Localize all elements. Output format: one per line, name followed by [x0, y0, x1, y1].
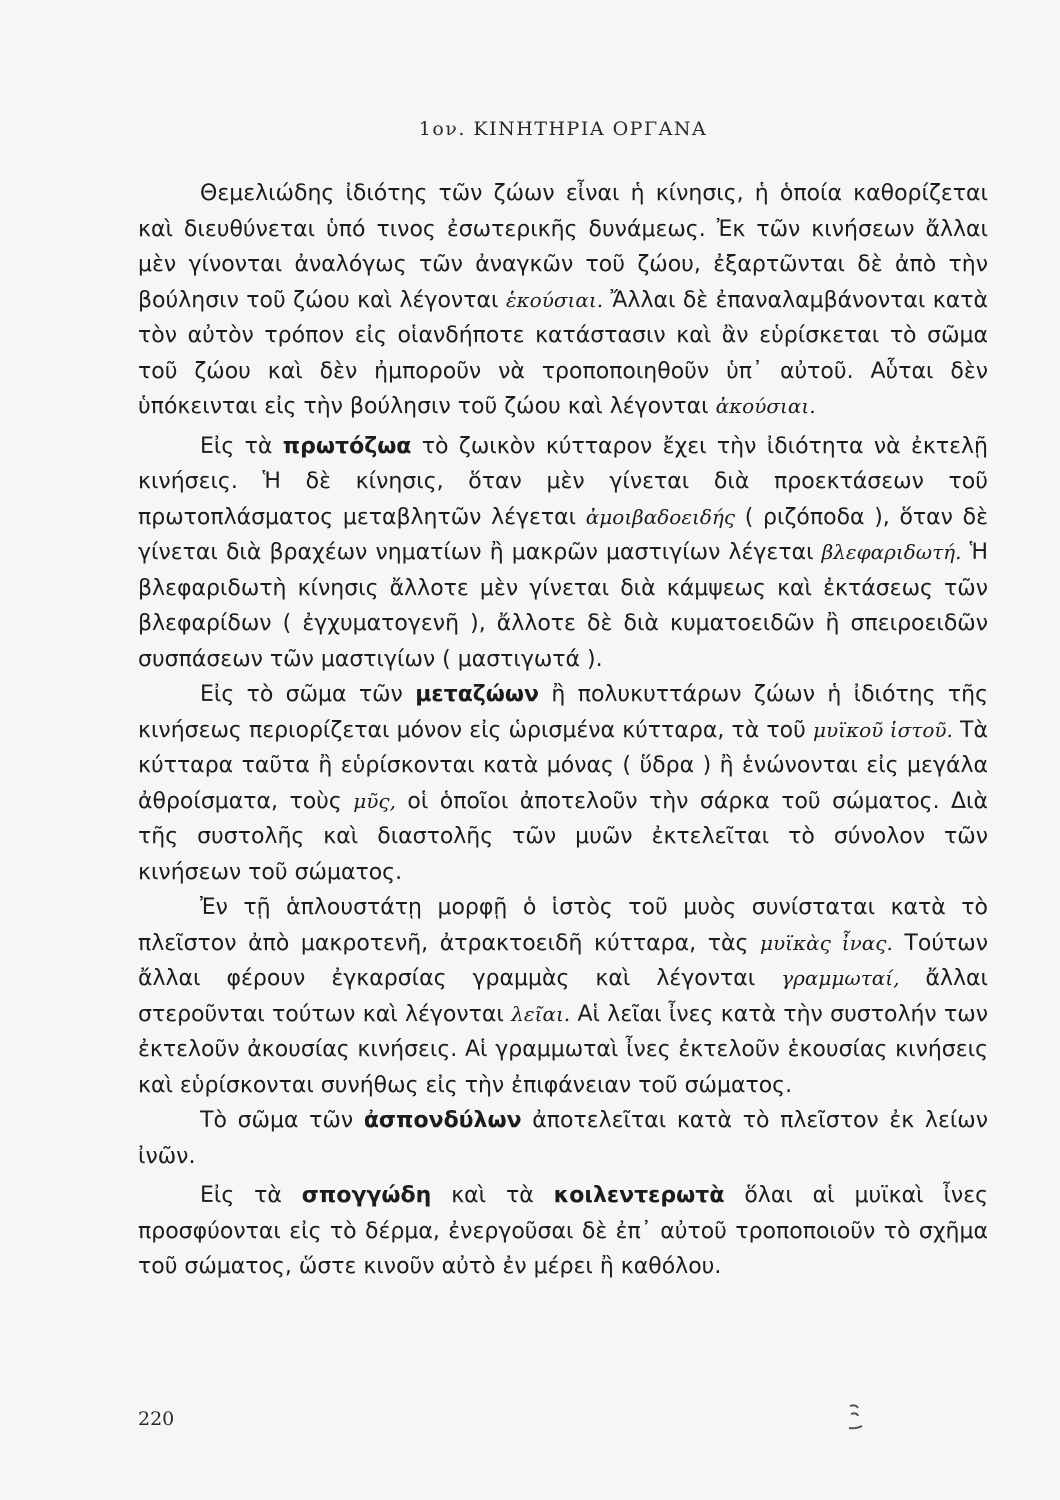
text-run: Αἱ λεῖαι ἶνες κατὰ τὴν συστολήν των ἐκτελοῦν ἀκουσίας κινήσεις. Αἱ γραμμωταὶ ἶνες ἐκτελοῦν ἑκουσίας κινήσεις καὶ εὑρίσκονται συνήθως εἰς τὴν ἐπιφάνειαν τοῦ σώματος.: [138, 1001, 988, 1098]
bold-term: κοιλεντερωτὰ: [553, 1183, 725, 1208]
paragraph: [138, 176, 988, 425]
bold-term: ἀσπονδύλων: [363, 1108, 522, 1133]
italic-term: ἑκούσιαι.: [505, 287, 604, 312]
text-run: ἢ πολυκυττάρων ζώων ἡ ἰδιότης τῆς κινήσεως περιορίζεται μόνον εἰς ὡρισμένα κύτταρα, τὰ τοῦ: [138, 682, 988, 743]
text-run: Τὰ κύτταρα ταῦτα ἢ εὑρίσκονται κατὰ μόνας ( ὕδρα ) ἢ ἑνώνονται εἰς μεγάλα ἀθροίσματα, τοὺς: [138, 717, 988, 814]
italic-term: λεῖαι.: [511, 1001, 571, 1026]
text-run: Ἡ βλεφαριδωτὴ κίνησις ἄλλοτε μὲν γίνεται διὰ κάμψεως καὶ ἐκτάσεως τῶν βλεφαρίδων ( ἐγχυματογενῆ ), ἄλλοτε δὲ διὰ κυματοειδῶν ἢ σπειροειδῶν συσπάσεων τῶν μαστιγίων ( μαστιγωτά ).: [138, 540, 989, 672]
text-run: Θεμελιώδης ἰδιότης τῶν ζώων εἶναι ἡ κίνησις, ἡ ὁποία καθορίζεται καὶ διευθύνεται ὑπό τινος ἐσωτερικῆς δυνάμεως. Ἐκ τῶν κινήσεων ἄλλαι μὲν γίνονται ἀναλόγως τῶν ἀναγκῶν τοῦ ζώου, ἐξαρτῶνται δὲ ἀπὸ τὴν βούλησιν τοῦ ζώου καὶ λέγονται: [138, 181, 988, 313]
italic-term: ἀκούσιαι.: [715, 394, 816, 418]
text-run: Τὸ σῶμα τῶν: [200, 1108, 364, 1133]
text-run: Εἰς τὰ: [200, 433, 283, 459]
text-run: ἄλλαι στεροῦνται τούτων καὶ λέγονται: [138, 966, 988, 1027]
bold-term: μεταζώων: [415, 682, 540, 707]
text-run: ὅλαι αἱ μυϊκαὶ ἶνες προσφύονται εἰς τὸ δέρμα, ἐνεργοῦσαι δὲ ἐπ᾽ αὐτοῦ τροποποιοῦν τὸ σχῆμα τοῦ σώματος, ὥστε κινοῦν αὐτὸ ἐν μέρει ἢ καθόλου.: [138, 1183, 989, 1279]
bold-term: σπογγώδη: [301, 1183, 432, 1208]
text-run: ἀποτελεῖται κατὰ τὸ πλεῖστον ἐκ λείων ἰνῶν.: [138, 1108, 989, 1169]
text-run: Εἰς τὰ: [200, 1183, 302, 1208]
text-run: καὶ τὰ: [431, 1183, 554, 1208]
text-run: τὸ ζωικὸν κύτταρον ἔχει τὴν ἰδιότητα νὰ ἐκτελῇ κινήσεις. Ἡ δὲ κίνησις, ὅταν μὲν γίνεται διὰ προεκτάσεων τοῦ πρωτοπλάσματος μεταβλητῶν λέγεται: [138, 433, 988, 530]
ink-mark-icon: [846, 1402, 864, 1432]
paragraph: [138, 429, 988, 678]
italic-term: μυϊκὰς ἶνας.: [759, 930, 893, 955]
italic-term: μῦς,: [353, 788, 396, 813]
text-run: Ἄλλαι δὲ ἐπαναλαμβάνονται κατὰ τὸν αὐτὸν τρόπον εἰς οἱανδήποτε κατάστασιν καὶ ἂν εὑρίσκεται τὸ σῶμα τοῦ ζώου καὶ δὲν ἠμποροῦν νὰ τροποποιηθοῦν ὑπ᾽ αὐτοῦ. Αὗται δὲν ὑπόκεινται εἰς τὴν βούλησιν τοῦ ζώου καὶ λέγονται: [138, 287, 988, 419]
paragraph: [138, 890, 988, 1103]
text-run: Ἐν τῇ ἁπλουστάτῃ μορφῇ ὁ ἱστὸς τοῦ μυὸς συνίσταται κατὰ τὸ πλεῖστον ἀπὸ μακροτενῆ, ἀτρακτοειδῆ κύτταρα, τὰς: [138, 895, 988, 956]
paragraph: [138, 1103, 988, 1174]
italic-term: βλεφαριδωτή.: [821, 540, 962, 564]
text-run: ( ριζόποδα ), ὅταν δὲ γίνεται διὰ βραχέων νηματίων ἢ μακρῶν μαστιγίων λέγεται: [138, 504, 988, 565]
text-run: Τούτων ἄλλαι φέρουν ἐγκαρσίας γραμμὰς καὶ λέγονται: [138, 930, 989, 991]
italic-term: γραμμωταί,: [781, 966, 900, 990]
page-number: 220: [138, 1408, 175, 1430]
bold-term: πρωτόζωα: [282, 433, 412, 459]
italic-term: ἀμοιβαδοειδής: [585, 504, 736, 529]
body-text: [138, 176, 988, 1285]
text-run: Εἰς τὸ σῶμα τῶν: [200, 682, 416, 707]
text-run: οἱ ὁποῖοι ἀποτελοῦν τὴν σάρκα τοῦ σώματος. Διὰ τῆς συστολῆς καὶ διαστολῆς τῶν μυῶν ἐκτελεῖται τὸ σύνολον τῶν κινήσεων τοῦ σώματος.: [138, 788, 988, 885]
paragraph: [138, 677, 988, 890]
paragraph: [138, 1178, 988, 1285]
chapter-header: 1ον. ΚΙΝΗΤΗΡΙΑ ΟΡΓΑΝΑ: [418, 118, 708, 140]
italic-term: μυϊκοῦ ἱστοῦ.: [812, 717, 953, 742]
